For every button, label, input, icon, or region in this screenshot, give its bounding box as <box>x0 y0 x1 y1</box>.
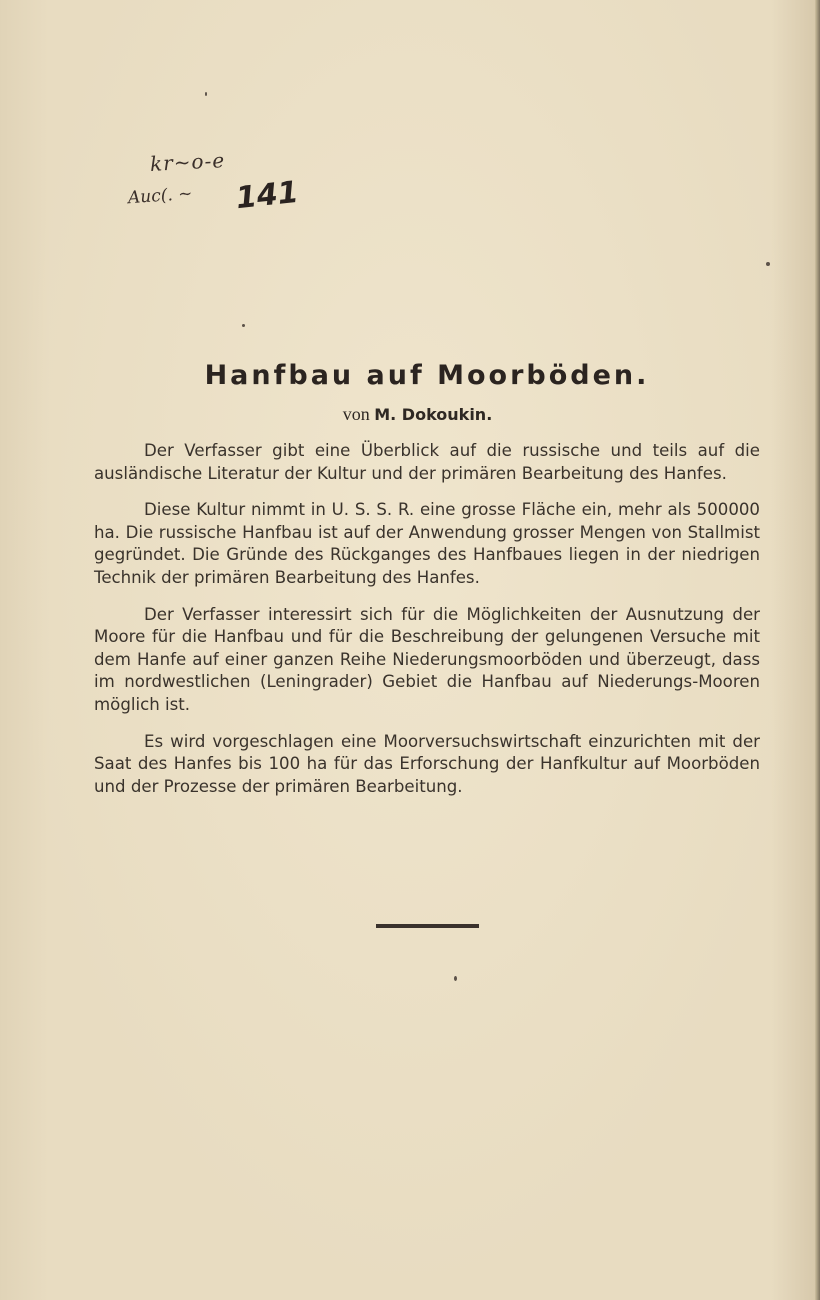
byline-prefix: von <box>342 404 370 424</box>
handwritten-page-number: 141 <box>234 174 301 217</box>
paragraph-4: Es wird vorgeschlagen eine Moorversuchswirtschaft einzurichten mit der Saat des Hanfes bis 100 ha für das Erforschung der Hanfkultur auf Moorböden und der Prozesse der primären Bearbeitung. <box>94 731 760 796</box>
handwritten-note-line1: kr~o-e <box>149 148 226 176</box>
handwritten-note-line2: Auc(. ~ <box>127 183 194 209</box>
article-body <box>94 440 760 812</box>
paragraph-2: Diese Kultur nimmt in U. S. S. R. eine grosse Fläche ein, mehr als 500000 ha. Die russische Hanfbau ist auf der Anwendung grosser Mengen von Stallmist gegründet. Die Gründe des Rückganges des Hanfbaues liegen in der niedrigen Technik der primären Bearbeitung des Hanfes. <box>94 500 760 587</box>
author-name: M. Dokoukin. <box>374 405 493 424</box>
paper-speck <box>242 324 245 327</box>
end-rule <box>376 924 479 928</box>
paragraph-3: Der Verfasser interessirt sich für die Möglichkeiten der Ausnutzung der Moore für die Hanfbau und für die Beschreibung der gelungenen Versuche mit dem Hanfe auf einer ganzen Reihe Niederungsmoorböden und überzeugt, dass im nordwestlichen (Leningrader) Gebiet die Hanfbau auf Niederungs-Mooren möglich ist. <box>94 604 760 714</box>
paper-speck <box>454 976 457 981</box>
page-edge-shadow <box>815 0 820 1300</box>
article-byline <box>0 404 820 425</box>
paper-speck <box>205 92 207 96</box>
article-title: Hanfbau auf Moorböden. <box>204 360 650 391</box>
paper-speck <box>766 262 770 266</box>
paragraph-1: Der Verfasser gibt eine Überblick auf die russische und teils auf die ausländische Literatur der Kultur und der primären Bearbeitung des Hanfes. <box>94 441 760 483</box>
